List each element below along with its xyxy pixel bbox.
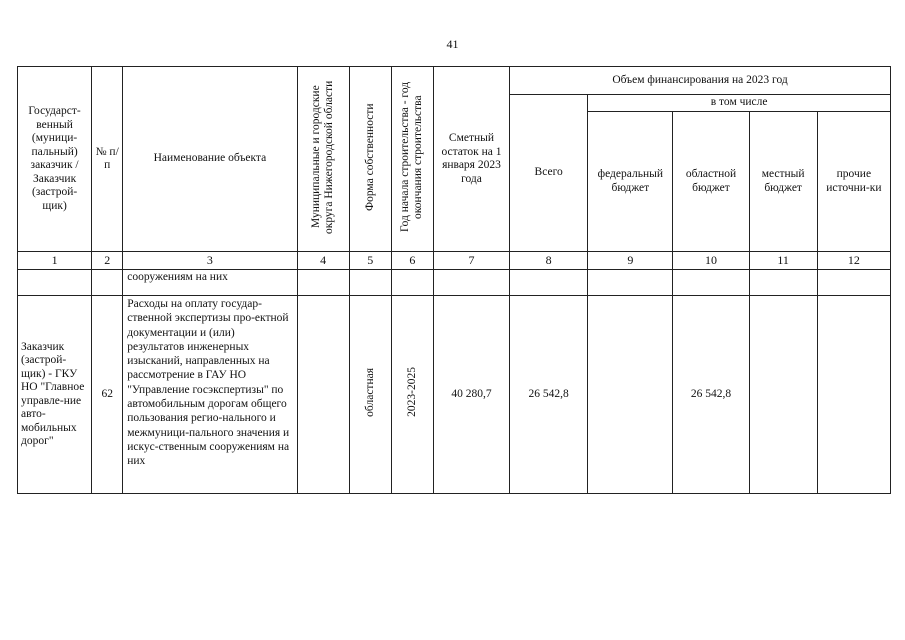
column-number: 2 [92, 252, 123, 270]
header-customer: Государст-венный (муници-пальный) заказчик / Заказчик (застрой-щик) [18, 67, 92, 252]
column-number: 11 [749, 252, 817, 270]
column-number: 10 [673, 252, 749, 270]
continuation-row [18, 270, 891, 296]
row-number: 62 [92, 296, 123, 494]
row-regional: 26 542,8 [673, 296, 749, 494]
header-ownership: Форма собственности [363, 102, 376, 211]
column-number: 5 [349, 252, 391, 270]
column-number: 7 [433, 252, 509, 270]
header-regional: областной бюджет [673, 112, 749, 252]
header-districts-cell [297, 67, 349, 252]
row-estimated-balance: 40 280,7 [433, 296, 509, 494]
header-years-cell [391, 67, 433, 252]
row-other [817, 296, 890, 494]
row-customer: Заказчик (застрой-щик) - ГКУ НО "Главное управле-ние авто-мобильных дорог" [18, 296, 92, 494]
header-other: прочие источни-ки [817, 112, 890, 252]
row-local [749, 296, 817, 494]
column-number: 6 [391, 252, 433, 270]
header-local: местный бюджет [749, 112, 817, 252]
row-federal [588, 296, 673, 494]
column-numbers-row [18, 252, 891, 270]
header-years: Год начала строительства - год окончания строительства [399, 81, 425, 232]
header-federal: федеральный бюджет [588, 112, 673, 252]
page-number: 41 [446, 37, 459, 51]
column-number: 8 [510, 252, 588, 270]
column-number: 12 [817, 252, 890, 270]
continuation-object-name: сооружениям на них [123, 270, 297, 296]
row-total: 26 542,8 [510, 296, 588, 494]
column-number: 3 [123, 252, 297, 270]
header-ownership-cell [349, 67, 391, 252]
row-ownership: областная [363, 367, 376, 417]
row-ownership-cell [349, 296, 391, 494]
row-districts [297, 296, 349, 494]
row-object-name: Расходы на оплату государ-ственной экспертизы про-ектной документации и (или) результатов инженерных изысканий, направленных на рассмотрение в ГАУ НО "Управление госэкспертизы" по автомобильным дорогам общего пользования регио-нального и межмуници-пального значения и искус-ственным сооружениям на них [123, 296, 297, 494]
header-estimated-balance: Сметный остаток на 1 января 2023 года [433, 67, 509, 252]
column-number: 1 [18, 252, 92, 270]
column-number: 9 [588, 252, 673, 270]
column-number: 4 [297, 252, 349, 270]
header-object-name: Наименование объекта [123, 67, 297, 252]
row-years-cell [391, 296, 433, 494]
header-districts: Муниципальные и городские округа Нижегородской области [310, 80, 336, 234]
row-years: 2023-2025 [405, 367, 418, 418]
header-including: в том числе [588, 95, 891, 112]
header-funding-volume: Объем финансирования на 2023 год [510, 67, 891, 95]
table-row [18, 296, 891, 494]
header-total: Всего [510, 95, 588, 252]
header-number: № п/п [92, 67, 123, 252]
financing-table [17, 66, 891, 494]
